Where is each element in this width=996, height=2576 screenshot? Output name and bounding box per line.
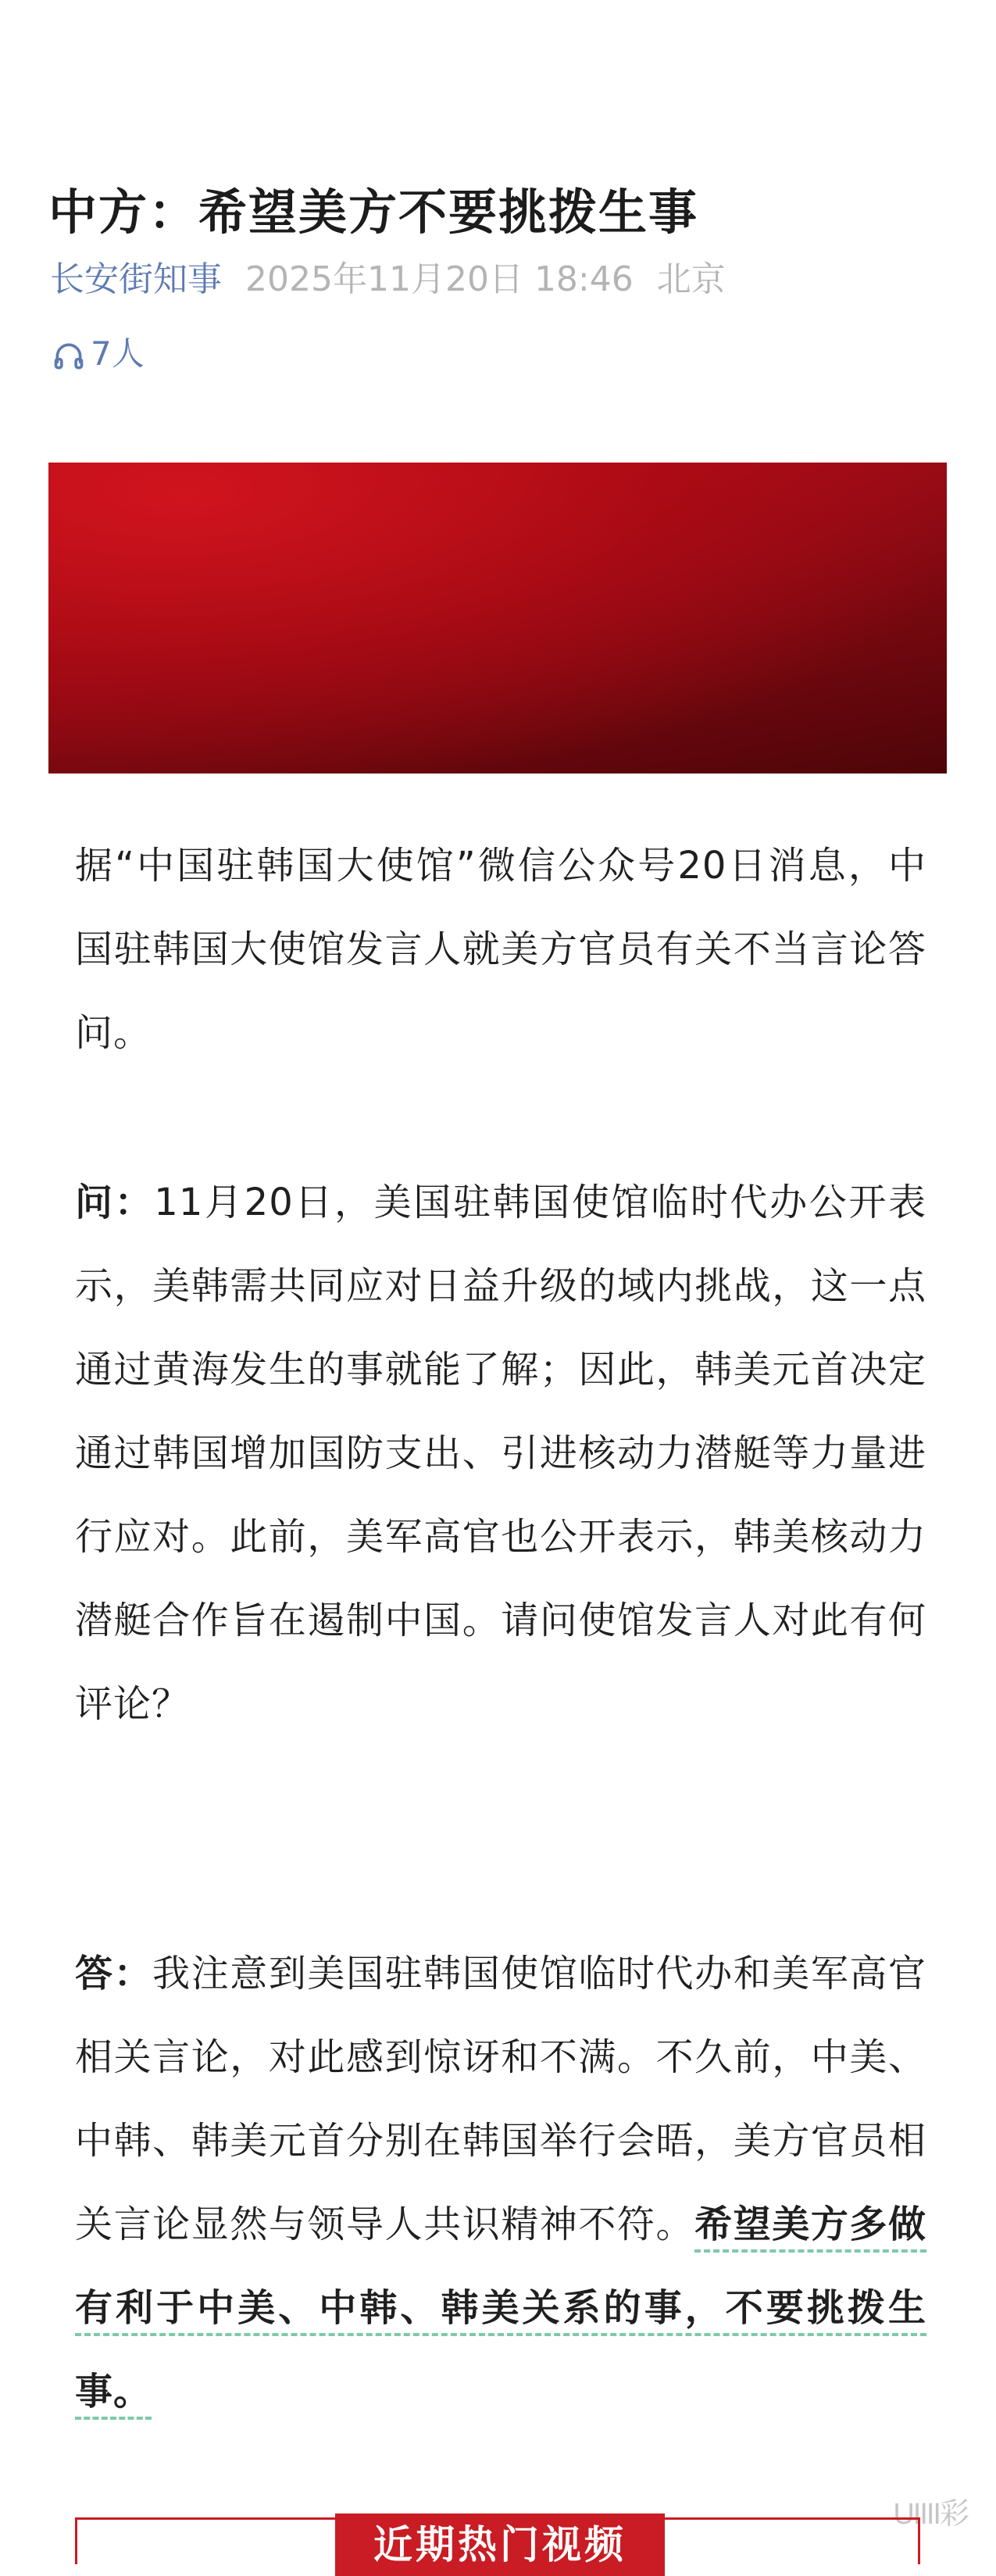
publish-date: 2025年11月20日 18:46 [245, 259, 634, 299]
article-title: 中方：希望美方不要挑拨生事 [48, 183, 699, 241]
watermark: UIIII彩 [893, 2498, 968, 2531]
answer-text: 我注意到美国驻韩国使馆临时代办和美军高官相关言论，对此感到惊讶和不满。不久前，中美、中韩、韩美元首分别在韩国举行会晤，美方官员相关言论显然与领导人共识精神不符。 [75, 1952, 926, 2246]
listen-counter[interactable] [52, 327, 145, 381]
question-text: 11月20日，美国驻韩国使馆临时代办公开表示，美韩需共同应对日益升级的域内挑战，这一点通过黄海发生的事就能了解；因此，韩美元首决定通过韩国增加国防支出、引进核动力潜艇等力量进行应对。此前，美军高官也公开表示，韩美核动力潜艇合作旨在遏制中国。请问使馆发言人对此有何评论？ [75, 1181, 926, 1726]
question-label: 问： [75, 1181, 155, 1224]
answer-emphasis: 希望美方多做有利于中美、中韩、韩美关系的事，不要挑拨生事。 [75, 2203, 926, 2420]
headphones-icon [52, 334, 91, 373]
listen-count: 7人 [91, 334, 145, 373]
paragraph-question [75, 1161, 926, 1746]
paragraph-intro: 据“中国驻韩国大使馆”微信公众号20日消息，中国驻韩国大使馆发言人就美方官员有关不当言论答问。 [75, 844, 926, 1055]
article-meta [50, 250, 948, 309]
hot-videos-section [75, 2517, 920, 2567]
hot-videos-tab[interactable]: 近期热门视频 [335, 2513, 665, 2576]
source-account-link[interactable]: 长安街知事 [50, 259, 222, 299]
header-banner-image [48, 463, 947, 774]
paragraph-answer [75, 1932, 926, 2434]
answer-label: 答： [75, 1952, 153, 1995]
publish-location: 北京 [656, 259, 726, 299]
